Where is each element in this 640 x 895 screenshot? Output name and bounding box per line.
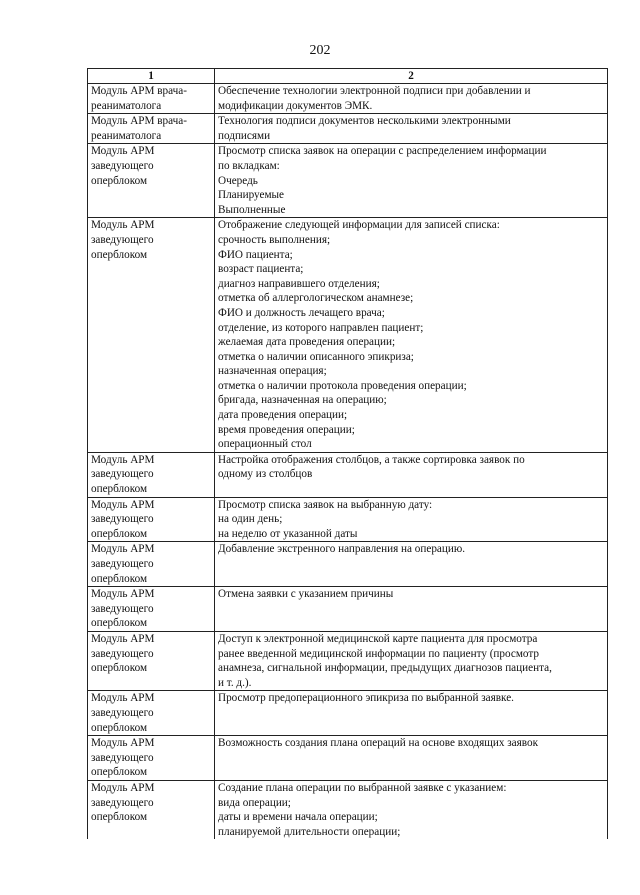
column-header-2: 2 — [215, 69, 608, 84]
module-cell — [88, 114, 215, 144]
table-row — [88, 114, 608, 144]
module-name-line: Модуль АРМ — [91, 498, 155, 511]
requirement-text-line: ФИО пациента; — [218, 248, 293, 261]
module-cell — [88, 497, 215, 542]
module-name-line: заведующего — [91, 558, 154, 570]
requirement-cell — [215, 587, 608, 632]
requirement-text-line: Планируемые — [218, 189, 285, 202]
module-name-line: оперблоком — [91, 811, 148, 824]
requirement-text-line: отделение, из которого направлен пациент; — [218, 321, 424, 334]
requirement-text-line: Выполненные — [218, 203, 286, 216]
table-row — [88, 631, 608, 690]
requirement-cell — [215, 780, 608, 839]
module-name-line: оперблоком — [91, 483, 148, 496]
requirement-text-line: Отмена заявки с указанием причины — [218, 588, 394, 601]
module-name-line: Модуль АРМ — [91, 588, 155, 601]
requirement-cell — [215, 84, 608, 114]
requirement-text-line: отметка о наличии протокола проведения операции; — [218, 379, 467, 392]
requirement-text-line: Настройка отображения столбцов, а также сортировка заявок по — [218, 453, 525, 466]
module-name-line: реаниматолога — [91, 129, 162, 142]
module-name-line: Модуль АРМ — [91, 453, 155, 466]
module-name-line: заведующего — [91, 796, 154, 809]
table-row — [88, 691, 608, 736]
requirement-text-line: и т. д.). — [218, 676, 252, 689]
requirement-text-line: планируемой длительности операции; — [218, 825, 401, 838]
module-name-line: заведующего — [91, 513, 154, 526]
module-cell — [88, 631, 215, 690]
requirement-text-line: Очередь — [218, 174, 258, 187]
requirement-text-line: даты и времени начала операции; — [218, 811, 378, 824]
module-name-line: оперблоком — [91, 248, 148, 261]
requirement-text-line: ФИО и должность лечащего врача; — [218, 306, 385, 319]
module-name-line: Модуль АРМ — [91, 781, 155, 794]
table-row — [88, 780, 608, 839]
requirement-text-line: Технология подписи документов несколькими электронными — [218, 115, 511, 128]
requirement-cell — [215, 736, 608, 781]
requirement-text-line: диагноз направившего отделения; — [218, 277, 380, 290]
requirement-text-line: срочность выполнения; — [218, 233, 331, 246]
requirement-cell — [215, 497, 608, 542]
requirement-text-line: Просмотр списка заявок на операции с распределением информации — [218, 145, 547, 158]
requirement-text-line: Добавление экстренного направления на операцию. — [218, 543, 466, 556]
requirement-text-line: возраст пациента; — [218, 263, 304, 276]
table-row — [88, 452, 608, 497]
module-name-line: оперблоком — [91, 174, 148, 187]
module-name-line: Модуль АРМ — [91, 219, 155, 232]
requirement-cell — [215, 144, 608, 218]
module-name-line: Модуль АРМ — [91, 543, 155, 556]
requirement-cell — [215, 691, 608, 736]
table-row — [88, 84, 608, 114]
requirement-text-line: анамнеза, сигнальной информации, предыдущих диагнозов пациента, — [218, 662, 552, 675]
column-header-1: 1 — [88, 69, 215, 84]
requirements-table — [87, 68, 608, 839]
module-name-line: оперблоком — [91, 527, 148, 540]
requirement-text-line: Возможность создания плана операций на основе входящих заявок — [218, 737, 539, 750]
requirement-cell — [215, 542, 608, 587]
requirement-text-line: Обеспечение технологии электронной подписи при добавлении и — [218, 85, 531, 97]
module-name-line: Модуль АРМ — [91, 145, 155, 158]
module-name-line: заведующего — [91, 647, 154, 660]
table-row — [88, 218, 608, 453]
requirement-text-line: бригада, назначенная на операцию; — [218, 394, 387, 407]
requirement-text-line: Просмотр предоперационного эпикриза по выбранной заявке. — [218, 692, 514, 705]
requirement-text-line: модификации документов ЭМК. — [218, 99, 373, 112]
requirement-cell — [215, 452, 608, 497]
module-name-line: оперблоком — [91, 766, 148, 779]
table-row — [88, 587, 608, 632]
module-name-line: заведующего — [91, 159, 154, 172]
module-cell — [88, 780, 215, 839]
module-name-line: Модуль АРМ — [91, 692, 155, 705]
table-row — [88, 542, 608, 587]
module-name-line: оперблоком — [91, 721, 148, 734]
requirement-text-line: назначенная операция; — [218, 365, 327, 378]
requirement-text-line: по вкладкам: — [218, 159, 280, 172]
module-cell — [88, 144, 215, 218]
requirement-text-line: одному из столбцов — [218, 468, 313, 481]
module-cell — [88, 218, 215, 453]
requirement-text-line: на один день; — [218, 513, 283, 526]
requirement-text-line: ранее введенной медицинской информации по пациенту (просмотр — [218, 647, 539, 660]
table-row — [88, 736, 608, 781]
module-cell — [88, 542, 215, 587]
requirement-text-line: желаемая дата проведения операции; — [218, 336, 396, 349]
module-name-line: Модуль АРМ врача- — [91, 85, 187, 97]
module-cell — [88, 736, 215, 781]
module-name-line: Модуль АРМ врача- — [91, 115, 187, 128]
requirement-text-line: дата проведения операции; — [218, 409, 348, 422]
module-name-line: реаниматолога — [91, 99, 162, 112]
requirement-text-line: вида операции; — [218, 796, 291, 809]
requirement-text-line: Отображение следующей информации для записей списка: — [218, 219, 500, 232]
table-row — [88, 497, 608, 542]
module-name-line: Модуль АРМ — [91, 737, 155, 750]
module-cell — [88, 587, 215, 632]
requirement-text-line: Просмотр списка заявок на выбранную дату: — [218, 498, 433, 511]
requirement-text-line: на неделю от указанной даты — [218, 527, 358, 540]
requirement-text-line: отметка об аллергологическом анамнезе; — [218, 292, 414, 305]
requirement-text-line: Создание плана операции по выбранной заявке с указанием: — [218, 781, 507, 794]
requirement-cell — [215, 218, 608, 453]
module-name-line: заведующего — [91, 706, 154, 719]
table-row — [88, 144, 608, 218]
requirement-text-line: подписями — [218, 129, 271, 142]
module-cell — [88, 84, 215, 114]
module-name-line: заведующего — [91, 751, 154, 764]
module-name-line: оперблоком — [91, 617, 148, 630]
requirement-text-line: операционный стол — [218, 438, 312, 451]
module-cell — [88, 452, 215, 497]
module-name-line: заведующего — [91, 602, 154, 615]
page-number: 202 — [309, 43, 331, 58]
requirement-text-line: Доступ к электронной медицинской карте пациента для просмотра — [218, 632, 538, 645]
module-name-line: оперблоком — [91, 662, 148, 675]
module-name-line: заведующего — [91, 468, 154, 481]
requirement-cell — [215, 631, 608, 690]
module-cell — [88, 691, 215, 736]
module-name-line: Модуль АРМ — [91, 632, 155, 645]
requirement-text-line: отметка о наличии описанного эпикриза; — [218, 350, 414, 363]
requirement-cell — [215, 114, 608, 144]
table-header-row — [88, 69, 608, 84]
module-name-line: заведующего — [91, 233, 154, 246]
table-body — [88, 84, 608, 840]
module-name-line: оперблоком — [91, 572, 148, 585]
requirement-text-line: время проведения операции; — [218, 423, 355, 436]
